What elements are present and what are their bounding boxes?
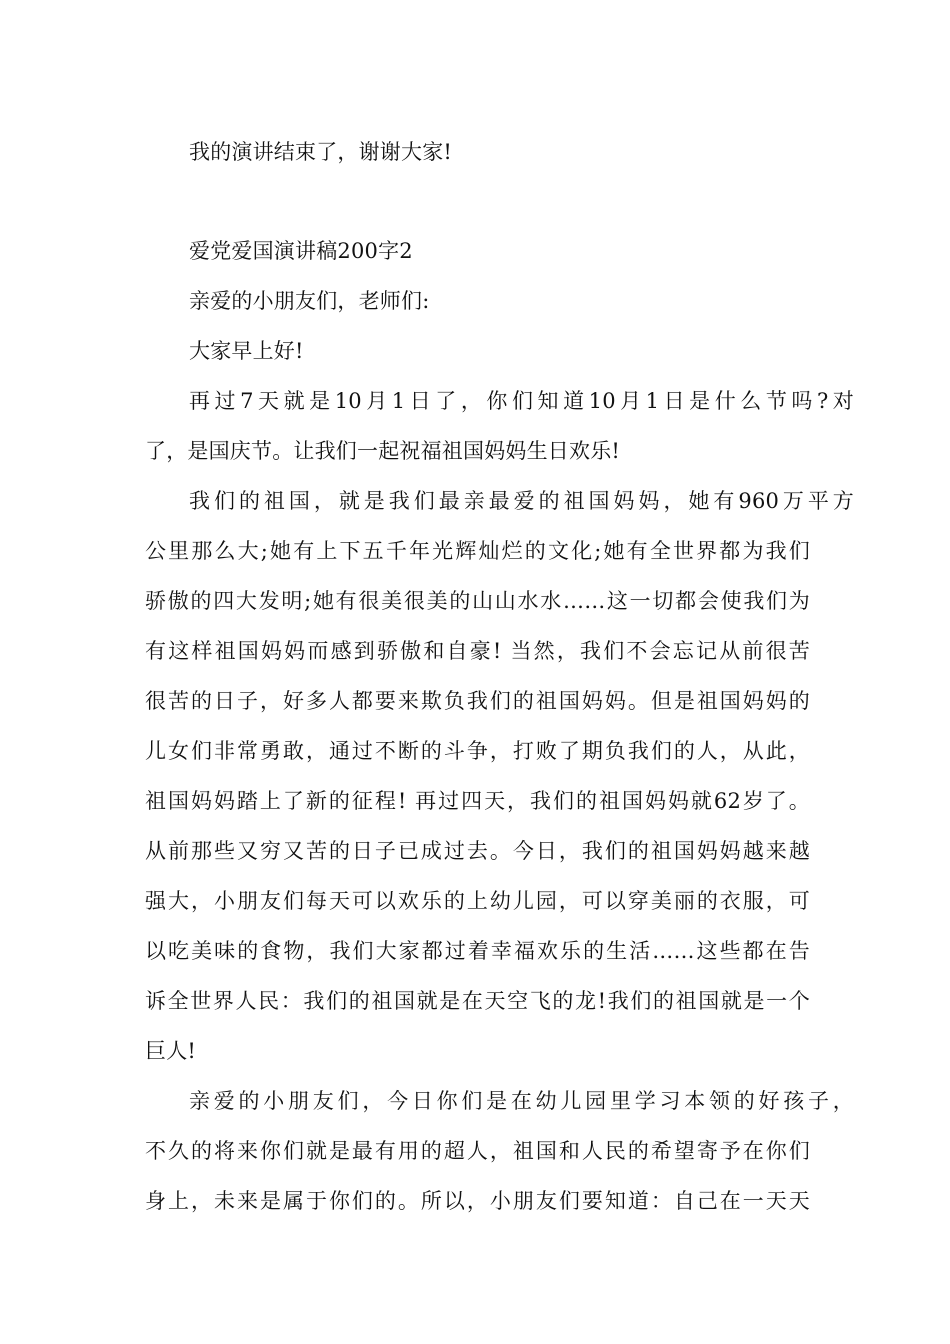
- paragraph-line: 从前那些又穷又苦的日子已成过去。今日，我们的祖国妈妈越来越: [145, 839, 810, 863]
- morning-greeting: 大家早上好!: [189, 339, 304, 363]
- paragraph-line: 公里那么大;她有上下五千年光辉灿烂的文化;她有全世界都为我们: [145, 539, 810, 563]
- paragraph-line: 身上，未来是属于你们的。所以，小朋友们要知道：自己在一天天: [145, 1189, 810, 1213]
- paragraph-line: 有这样祖国妈妈而感到骄傲和自豪! 当然，我们不会忘记从前很苦: [145, 639, 810, 663]
- section-title: 爱党爱国演讲稿200字2: [189, 239, 413, 263]
- paragraph-line: 再过7天就是10月1日了，你们知道10月1日是什么节吗?对: [189, 389, 854, 413]
- greeting-line: 亲爱的小朋友们，老师们:: [189, 289, 430, 313]
- paragraph-line: 诉全世界人民：我们的祖国就是在天空飞的龙!我们的祖国就是一个: [145, 989, 810, 1013]
- paragraph-line: 骄傲的四大发明;她有很美很美的山山水水……这一切都会使我们为: [145, 589, 810, 613]
- paragraph-line: 我们的祖国，就是我们最亲最爱的祖国妈妈，她有960万平方: [189, 489, 854, 513]
- closing-line: 我的演讲结束了，谢谢大家!: [189, 140, 453, 164]
- paragraph-line: 强大，小朋友们每天可以欢乐的上幼儿园，可以穿美丽的衣服，可: [145, 889, 810, 913]
- paragraph-line: 亲爱的小朋友们，今日你们是在幼儿园里学习本领的好孩子，: [189, 1089, 854, 1113]
- paragraph-line: 儿女们非常勇敢，通过不断的斗争，打败了期负我们的人，从此，: [145, 739, 810, 763]
- paragraph-line: 以吃美味的食物，我们大家都过着幸福欢乐的生活……这些都在告: [145, 939, 810, 963]
- paragraph-line: 祖国妈妈踏上了新的征程! 再过四天，我们的祖国妈妈就62岁了。: [145, 789, 810, 813]
- paragraph-line: 了，是国庆节。让我们一起祝福祖国妈妈生日欢乐!: [145, 439, 621, 463]
- paragraph-line: 不久的将来你们就是最有用的超人，祖国和人民的希望寄予在你们: [145, 1139, 810, 1163]
- paragraph-line: 巨人!: [145, 1039, 197, 1063]
- paragraph-line: 很苦的日子，好多人都要来欺负我们的祖国妈妈。但是祖国妈妈的: [145, 689, 810, 713]
